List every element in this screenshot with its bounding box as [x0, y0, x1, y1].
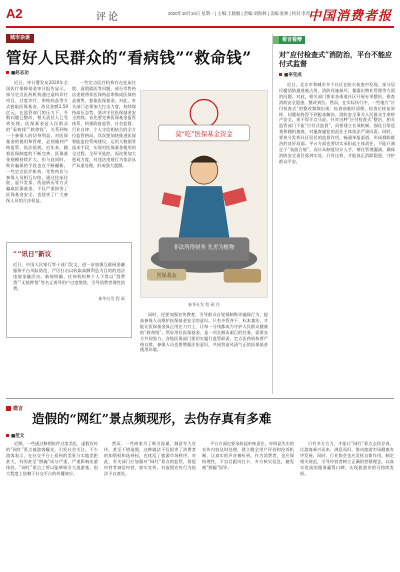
quote-box — [6, 242, 132, 338]
lower-article — [6, 398, 394, 568]
lower-col3-text: 平台方面也要承担起审核责任，对明显失实的宣传内容及时处理，建立健全用户评价和投诉机制，让真实的声音被听到。作为消费者，也应保持理性，不盲目跟风打卡，多方核实信息，避免被“照骗”误导。 — [202, 441, 294, 470]
lower-column-1 — [6, 441, 98, 567]
lower-tag: 微言 — [6, 405, 23, 412]
main-column-1 — [6, 80, 68, 240]
quote-title: “ “讯日”新议 — [13, 249, 125, 258]
page-header — [6, 4, 394, 28]
lower-column-3 — [202, 441, 294, 567]
cartoon-illustration — [141, 91, 267, 297]
main-col1-text: 近日，审计署发布2020年全国医疗保障基金审计报告显示，部分定点医药机构通过虚构诊疗项目、过度诊疗、串换药品等方式套取医保基金，涉及金额2.59亿元。在监管部门的压力下，多数问题已整改，相关责任人已受到处理。医保基金是人民群众的“看病钱”“救命钱”，关系到每一个参保人的切身利益，对医保基金的使用和管理，必须做到严格监管、依法依规。近年来，随着医保制度的不断完善，医保基金规模持续扩大，但与此同时，欺诈骗保的手段也在不断翻新。一些定点医疗机构、零售药店与参保人员相互勾结，通过挂床住院、虚开发票、伪造病历等方式骗取医保基金，不仅严重损害了医保基金安全，也侵害了广大参保人员的合法权益。 — [6, 80, 68, 204]
quote-author: 新华社发 程 硕 — [98, 296, 125, 301]
main-article — [6, 34, 268, 394]
lower-headline: 造假的“网红”景点频现形，去伪存真有多难 — [32, 411, 272, 426]
lower-byline: ■范文 — [6, 433, 24, 439]
lower-col4-text: 只有多方合力，才能让“网红”景点去伪存真，让游客乘兴而来、满意而归，推动旅游市场健康有序发展。同时，行业协会也应发挥自律作用，制定相关规范，引导经营者树立正确的营销理念，以真实优质的服务赢得口碑，实现旅游业的可持续发展。 — [300, 441, 394, 476]
main-column-3 — [140, 312, 268, 394]
main-col3-text: 同时，还要加强宣传教育，引导群众自觉抵制欺诈骗保行为，提高参保人员维护医保基金安全的意识。只有多管齐下、标本兼治，才能让医保基金真正用在刀刃上，让每一分钱都成为守护人民群众健康的“救命钱”。管好用好医保基金，是一项长期而艰巨的任务，需要各方共同努力。各级医保部门要切实履行监管职责，定点医药机构要严格自律，参保人员也要增强法治意识，共同营造风清气正的医保基金使用环境。 — [140, 312, 268, 353]
editorial-cartoon — [140, 90, 268, 298]
column-kicker: 城市杂谈 — [6, 34, 34, 43]
sidebar-text: 近日，北京市和城乡多个社区在防火检查中发现，部分居民楼消防通道被占用，消防设施损坏，暴露出物业管理等方面的问题。对此，相关部门要求各街道社区开展专项整治，排查消防安全隐患，整改到位。然而，在实际执行中，一些地方“应付检查式”的整改频频出现：检查前临时清理，检查后恢复原样，问题始终得不到根本解决。消防安全事关人民群众生命财产安全，来不得半点马虎。针对这种“应付检查式”整治，相关监管部门不能“应付式监督”，而要建立长效机制，强化日常巡查和随机抽查，对屡查屡犯的责任主体依法严肃问责。同时，要充分发挥社区居民的监督作用，畅通举报渠道，形成群防群治的良好局面。平台方面也要切实承担起主体责任，不能只满足于“表面合规”，而应从制度设计入手，堵住管理漏洞，确保消防安全责任落到实处。只有这样，才能真正消除隐患，守护群众平安。 — [279, 82, 395, 164]
cartoon-caption: 新华社发 程 硕 作 — [188, 302, 220, 307]
issue-meta: 2020年10月10日 星期一 | 主编:王晓楠 | 责编:刘海林 | 美编:张林 | 校对:李奇 — [168, 11, 311, 16]
cartoon-label-text: 医保基金 — [156, 273, 177, 280]
page-number: A2 — [6, 6, 23, 21]
lower-column-2 — [104, 441, 196, 567]
main-byline: ■赵志功 — [6, 70, 29, 76]
sidebar-tag: 看言看辩 — [279, 36, 305, 44]
main-col2-text: 一些定点医疗机构存在挂床住院、虚假就医等问题，部分零售药店违规将非医保药品串换成医保药品销售，套取医保基金。对此，有关部门必须加大打击力度，持续保持高压态势，坚决守住医保基金安全底线。首先要完善医保基金监管体系，构建政府监管、社会监督、行业自律、个人守信相结合的全方位监管格局。其次要加快推进医保智能监控系统建设，运用大数据等技术手段，实现对医保基金使用的全过程、全环节监控。再次要加大惩戒力度，对违法违规行为依法从严从重处理，形成强大震慑。 — [72, 80, 136, 168]
lower-col1-text: 近期，一些通过修图软件过度美化、虚假宣传的“网红”景点被游客曝光，引发社会关注。不少游客表示，在社交平台上看到的美景与实地差距甚大，有的甚至“照骗”成分严重，严重影响出游体验。“网红”景点之所以能够吸引大批游客，很大程度上依赖于社交平台的传播效应。 — [6, 441, 98, 476]
section-name: 评论 — [96, 12, 120, 23]
main-headline: 管好人民群众的“看病钱”“救命钱” — [6, 48, 252, 67]
cartoon-banner-text: 莫“吃”医保基金资金 — [175, 129, 233, 138]
sidebar-byline: ■李克成 — [279, 72, 302, 78]
cartoon-sign-text: 非法所得财务 先差为赃物 — [173, 245, 235, 252]
lower-column-4 — [300, 441, 394, 567]
sidebar-headline: 对“应付检查式”消防治，平台不能应付式监督 — [279, 50, 393, 68]
sidebar-column — [279, 82, 395, 394]
quote-text: 近日，中国人民银行等十部门发文，进一步加强互联网金融服务平台风险防范，严厉打击以收取高额利息为目的的违法违规金融活动。新规明确，任何机构和个人不得以“消费贷”“无抵押贷”等名义诱导用户过度借贷，引导消费者理性消费。 — [13, 262, 125, 291]
newspaper-masthead: 中国消费者报 — [307, 9, 392, 24]
sidebar-article — [272, 34, 394, 394]
lower-col2-text: 然而，一些商家为了吸引流量，刻意夸大宣传，甚至不惜造假，这种做法不仅损害了消费者的知情权和选择权，也扰乱了旅游市场秩序。对此，有关部门应加强对“网红”景点的监管，督促经营者诚信经营、如实宣传，对虚假宣传行为依法予以查处。 — [104, 441, 196, 476]
